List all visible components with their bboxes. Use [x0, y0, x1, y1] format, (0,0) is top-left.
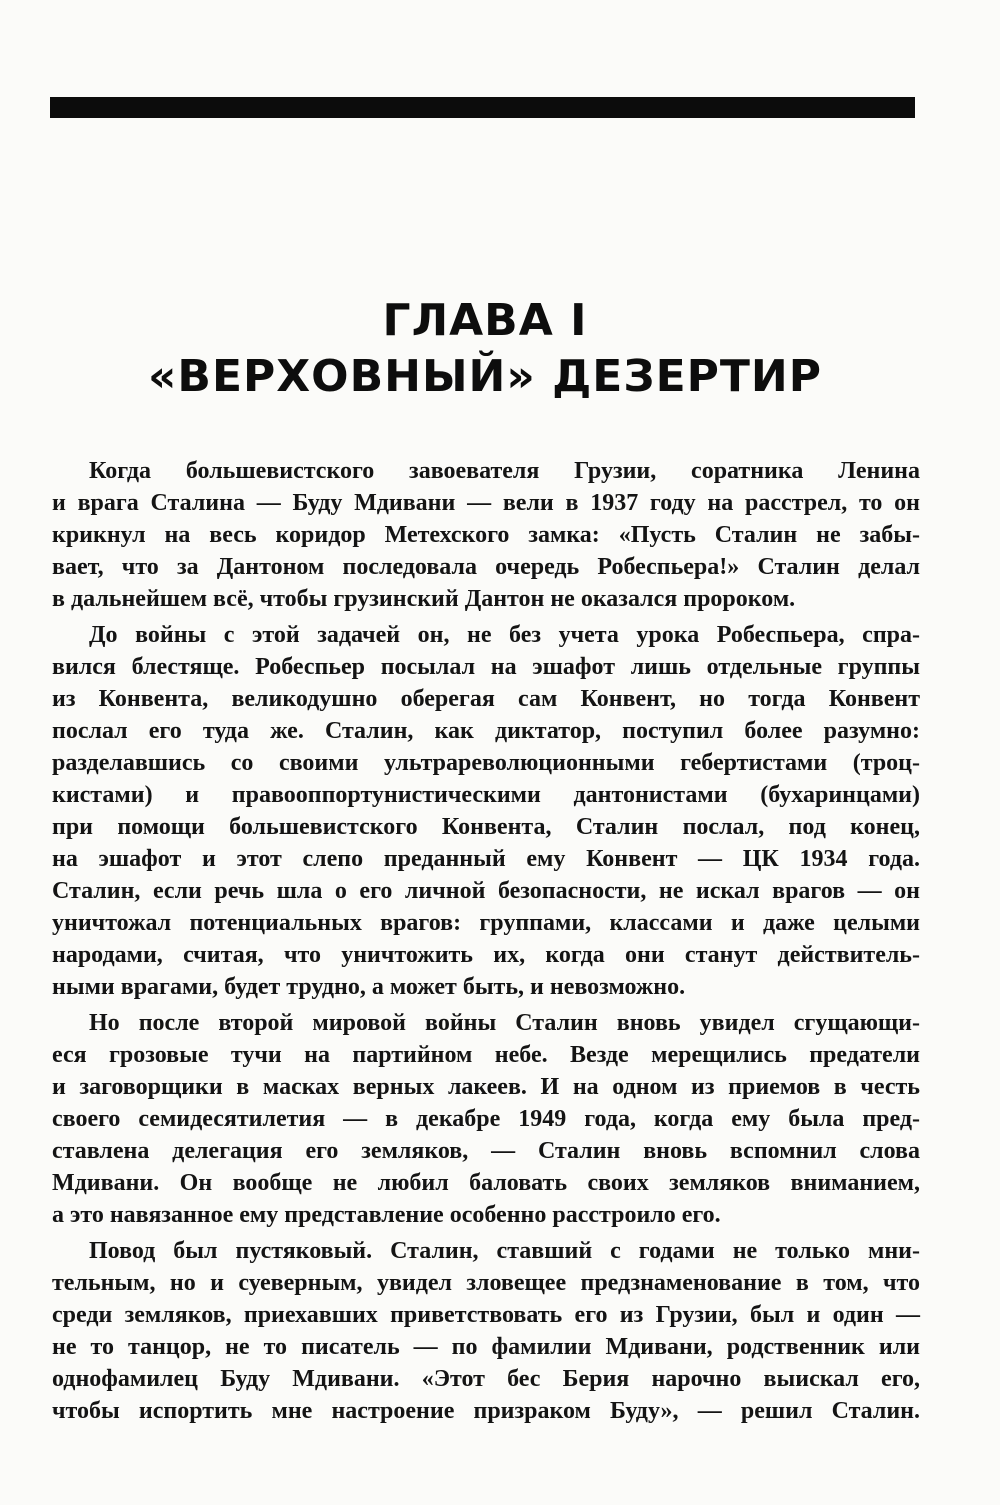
text-line: уничтожал потенциальных врагов: группами, классами и даже целыми: [52, 910, 920, 936]
chapter-number: ГЛАВА I: [382, 295, 588, 346]
top-rule: [50, 97, 915, 118]
text-line: вился блестяще. Робеспьер посылал на эшафот лишь отдельные группы: [52, 654, 920, 680]
text-line: и врага Сталина — Буду Мдивани — вели в 1937 году на расстрел, то он: [52, 490, 920, 516]
paragraph: [52, 1235, 920, 1427]
chapter-title: «ВЕРХОВНЫЙ» ДЕЗЕРТИР: [147, 351, 822, 402]
text-line: чтобы испортить мне настроение призраком Буду», — решил Сталин.: [52, 1398, 920, 1424]
text-line: ными врагами, будет трудно, а может быть, и невозможно.: [52, 974, 686, 1000]
text-line: разделавшись со своими ультрареволюционными гебертистами (троц-: [52, 750, 920, 776]
text-line: в дальнейшем всё, чтобы грузинский Дантон не оказался пророком.: [52, 586, 796, 612]
text-line: Но после второй мировой войны Сталин вновь увидел сгущающи-: [89, 1010, 920, 1036]
text-line: Повод был пустяковый. Сталин, ставший с годами не только мни-: [89, 1238, 920, 1264]
text-line: До войны с этой задачей он, не без учета урока Робеспьера, спра-: [89, 622, 920, 648]
chapter-heading: [60, 293, 910, 405]
text-line: Мдивани. Он вообще не любил баловать своих земляков вниманием,: [52, 1170, 920, 1196]
paragraph: [52, 1007, 920, 1231]
text-line: вает, что за Дантоном последовала очередь Робеспьера!» Сталин делал: [52, 554, 920, 580]
text-line: крикнул на весь коридор Метехского замка: «Пусть Сталин не забы-: [52, 522, 920, 548]
text-line: и заговорщики в масках верных лакеев. И на одном из приемов в честь: [52, 1074, 920, 1100]
body-text: [52, 455, 920, 1431]
text-line: не то танцор, не то писатель — по фамилии Мдивани, родственник или: [52, 1334, 920, 1360]
text-line: своего семидесятилетия — в декабре 1949 года, когда ему была пред-: [52, 1106, 920, 1132]
text-line: послал его туда же. Сталин, как диктатор, поступил более разумно:: [52, 718, 920, 744]
text-line: при помощи большевистского Конвента, Сталин послал, под конец,: [52, 814, 920, 840]
text-line: Сталин, если речь шла о его личной безопасности, не искал врагов — он: [52, 878, 920, 904]
paragraph: [52, 455, 920, 615]
text-line: народами, считая, что уничтожить их, когда они станут действитель-: [52, 942, 920, 968]
paragraph: [52, 619, 920, 1003]
text-line: на эшафот и этот слепо преданный ему Конвент — ЦК 1934 года.: [52, 846, 920, 872]
text-line: однофамилец Буду Мдивани. «Этот бес Берия нарочно выискал его,: [52, 1366, 920, 1392]
text-line: еся грозовые тучи на партийном небе. Везде мерещились предатели: [52, 1042, 920, 1068]
text-line: из Конвента, великодушно оберегая сам Конвент, но тогда Конвент: [52, 686, 920, 712]
text-line: среди земляков, приехавших приветствовать его из Грузии, был и один —: [52, 1302, 920, 1328]
text-line: а это навязанное ему представление особенно расстроило его.: [52, 1202, 721, 1228]
text-line: Когда большевистского завоевателя Грузии, соратника Ленина: [89, 458, 920, 484]
text-line: ставлена делегация его земляков, — Сталин вновь вспомнил слова: [52, 1138, 920, 1164]
text-line: тельным, но и суеверным, увидел зловещее предзнаменование в том, что: [52, 1270, 920, 1296]
text-line: кистами) и правооппортунистическими дантонистами (бухаринцами): [52, 782, 920, 808]
